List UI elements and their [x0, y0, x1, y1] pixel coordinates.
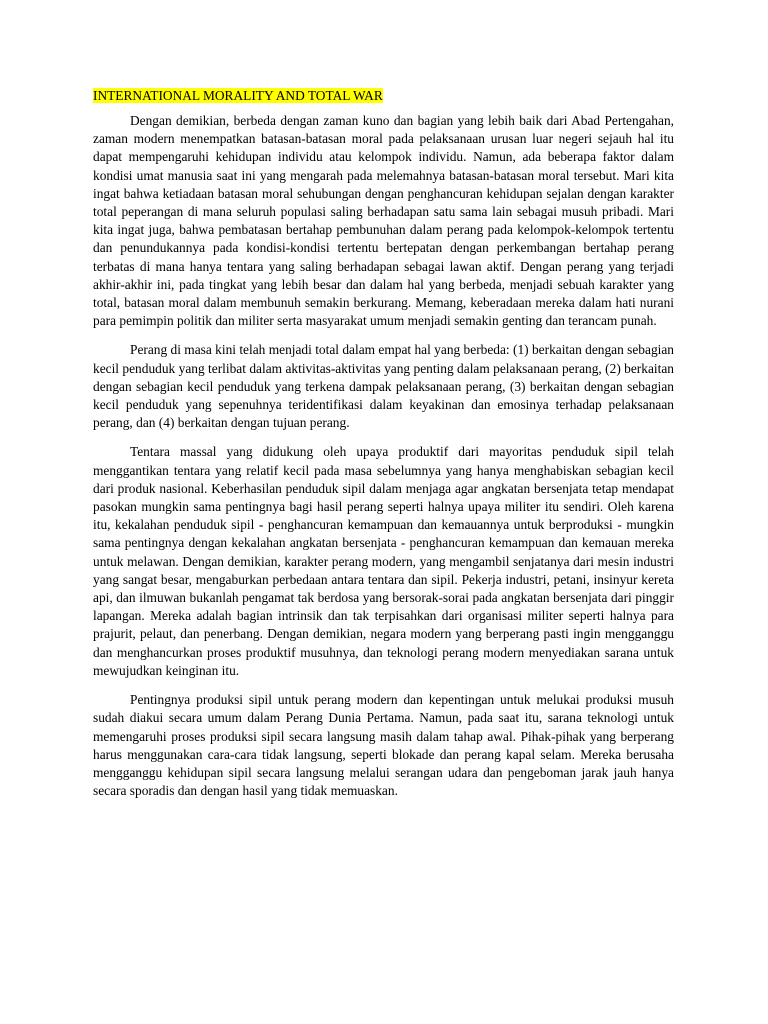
document-page: [93, 87, 674, 811]
title-line: [93, 87, 674, 105]
paragraph-3: Tentara massal yang didukung oleh upaya produktif dari mayoritas penduduk sipil telah menggantikan tentara yang relatif kecil pada masa sebelumnya yang hanya menghabiskan sebagian kecil dari produk nasional. Keberhasilan penduduk sipil dalam menjaga agar angkatan bersenjata tetap mendapat pasokan mungkin sama pentingnya bagi hasil perang seperti halnya upaya militer itu sendiri. Oleh karena itu, kekalahan penduduk sipil - penghancuran kemampuan dan kemauannya untuk berproduksi - mungkin sama pentingnya dengan kekalahan angkatan bersenjata - penghancuran kemampuan dan kemauan mereka untuk melawan. Dengan demikian, karakter perang modern, yang mengambil senjatanya dari mesin industri yang sangat besar, mengaburkan perbedaan antara tentara dan sipil. Pekerja industri, petani, insinyur kereta api, dan ilmuwan bukanlah pengamat tak berdosa yang bersorak-sorai pada angkatan bersenjata dari pinggir lapangan. Mereka adalah bagian intrinsik dan tak terpisahkan dari organisasi militer seperti halnya para prajurit, pelaut, dan penerbang. Dengan demikian, negara modern yang berperang pasti ingin mengganggu dan menghancurkan proses produktif musuhnya, dan teknologi perang modern menyediakan sarana untuk mewujudkan keinginan itu.: [93, 444, 674, 678]
document-title: INTERNATIONAL MORALITY AND TOTAL WAR: [93, 88, 383, 103]
paragraph-2: Perang di masa kini telah menjadi total dalam empat hal yang berbeda: (1) berkaitan dengan sebagian kecil penduduk yang terlibat dalam aktivitas-aktivitas yang penting dalam pelaksanaan perang, (2) berkaitan dengan sebagian kecil penduduk yang terkena dampak pelaksanaan perang, (3) berkaitan dengan sebagian kecil penduduk yang sepenuhnya teridentifikasi dalam keyakinan dan emosinya terhadap pelaksanaan perang, dan (4) berkaitan dengan tujuan perang.: [93, 342, 674, 431]
paragraph-4: Pentingnya produksi sipil untuk perang modern dan kepentingan untuk melukai produksi musuh sudah diakui secara umum dalam Perang Dunia Pertama. Namun, pada saat itu, sarana teknologi untuk memengaruhi proses produksi sipil secara langsung masih dalam tahap awal. Pihak-pihak yang berperang harus menggunakan cara-cara tidak langsung, seperti blokade dan perang kapal selam. Mereka berusaha mengganggu kehidupan sipil secara langsung melalui serangan udara dan pengeboman jarak jauh hanya secara sporadis dan dengan hasil yang tidak memuaskan.: [93, 692, 674, 799]
paragraph-1: Dengan demikian, berbeda dengan zaman kuno dan bagian yang lebih baik dari Abad Pertengahan, zaman modern menempatkan batasan-batasan moral pada pelaksanaan urusan luar negeri sejauh hal itu dapat mempengaruhi kehidupan individu atau kelompok individu. Namun, ada beberapa faktor dalam kondisi umat manusia saat ini yang mengarah pada melemahnya batasan-batasan moral tersebut. Mari kita ingat bahwa ketiadaan batasan moral sehubungan dengan penghancuran kehidupan sejalan dengan karakter total peperangan di mana seluruh populasi saling berhadapan satu sama lain sebagai musuh pribadi. Mari kita ingat juga, bahwa pembatasan bertahap pembunuhan dalam perang pada kelompok-kelompok tertentu dan penundukannya pada kondisi-kondisi tertentu bertepatan dengan perkembangan bertahap perang terbatas di mana hanya tentara yang saling berhadapan sebagai lawan aktif. Dengan perang yang terjadi akhir-akhir ini, pada tingkat yang lebih besar dan dalam hal yang berbeda, menjadi sebuah karakter yang total, batasan moral dalam membunuh semakin berkurang. Memang, keberadaan mereka dalam hati nurani para pemimpin politik dan militer serta masyarakat umum menjadi semakin genting dan terancam punah.: [93, 113, 674, 329]
